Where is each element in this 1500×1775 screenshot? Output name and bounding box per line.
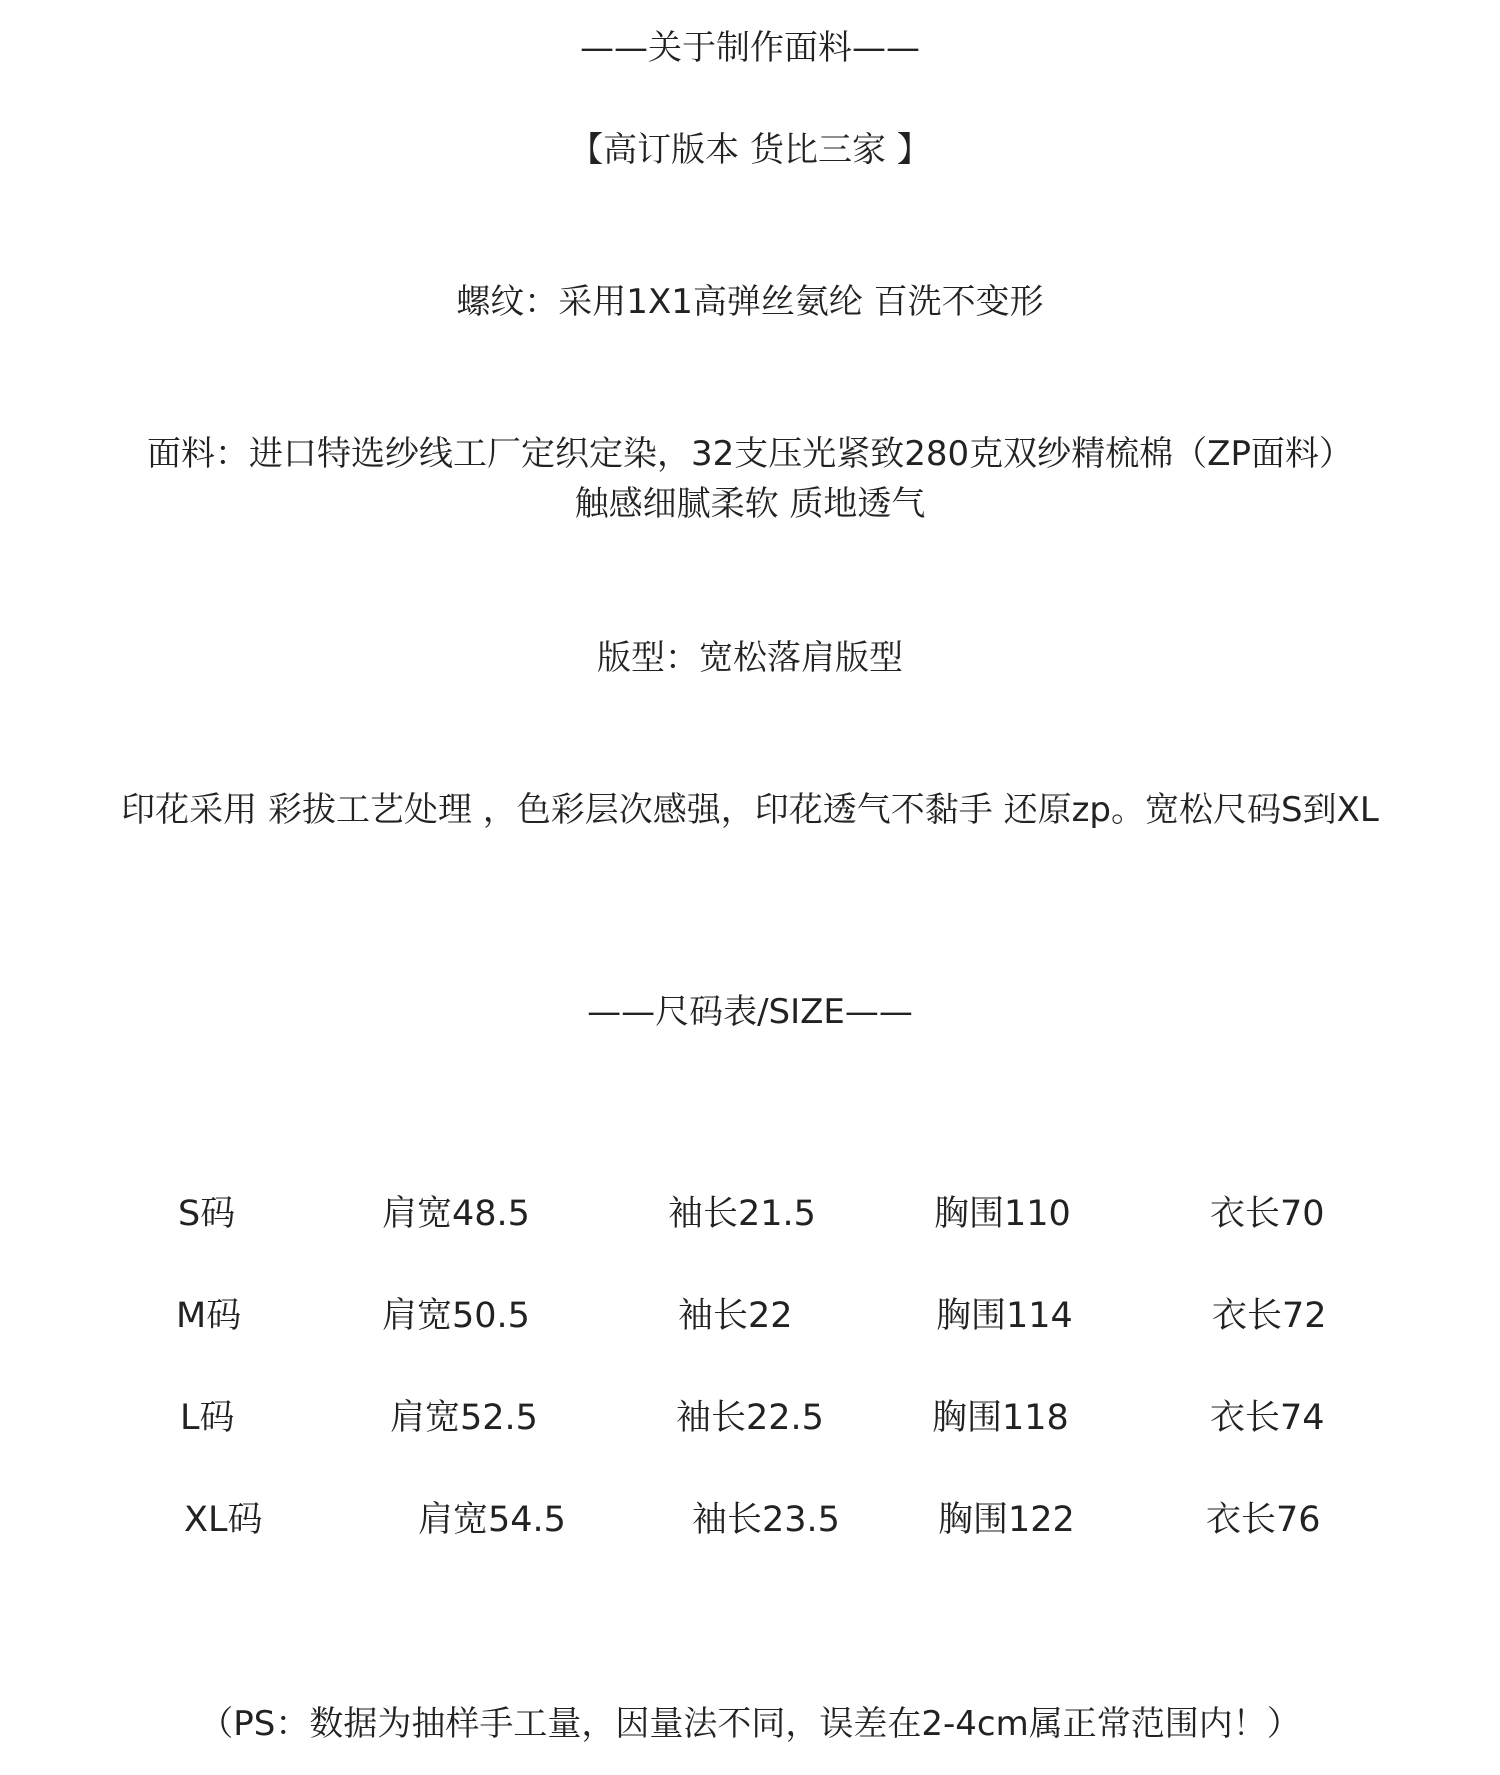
length: 衣长74: [1210, 1398, 1325, 1438]
fabric-description-line2: 触感细腻柔软 质地透气: [574, 484, 926, 524]
sleeve-length: 袖长22: [678, 1296, 793, 1336]
shoulder-width: 肩宽50.5: [382, 1296, 530, 1336]
size-label: L码: [180, 1398, 235, 1438]
fabric-heading: ——关于制作面料——: [580, 28, 920, 68]
fabric-description-line1: 面料：进口特选纱线工厂定织定染，32支压光紧致280克双纱精梳棉（ZP面料）: [147, 434, 1353, 474]
chest: 胸围122: [938, 1500, 1075, 1540]
measurement-note: （PS：数据为抽样手工量，因量法不同，误差在2-4cm属正常范围内！）: [199, 1704, 1301, 1744]
shoulder-width: 肩宽54.5: [418, 1500, 566, 1540]
chest: 胸围110: [934, 1194, 1071, 1234]
length: 衣长76: [1206, 1500, 1321, 1540]
fit-description: 版型：宽松落肩版型: [597, 638, 903, 678]
size-label: S码: [178, 1194, 236, 1234]
sleeve-length: 袖长23.5: [692, 1500, 840, 1540]
version-subtitle: 【高订版本 货比三家 】: [569, 130, 931, 170]
chest: 胸围114: [936, 1296, 1073, 1336]
length: 衣长72: [1212, 1296, 1327, 1336]
shoulder-width: 肩宽52.5: [390, 1398, 538, 1438]
sleeve-length: 袖长22.5: [676, 1398, 824, 1438]
length: 衣长70: [1210, 1194, 1325, 1234]
sleeve-length: 袖长21.5: [668, 1194, 816, 1234]
rib-description: 螺纹：采用1X1高弹丝氨纶 百洗不变形: [456, 282, 1044, 322]
size-heading: ——尺码表/SIZE——: [587, 992, 913, 1032]
print-description: 印花采用 彩拔工艺处理 ，色彩层次感强，印花透气不黏手 还原zp。宽松尺码S到XL: [121, 790, 1379, 830]
size-label: XL码: [184, 1500, 263, 1540]
chest: 胸围118: [932, 1398, 1069, 1438]
size-label: M码: [176, 1296, 242, 1336]
shoulder-width: 肩宽48.5: [382, 1194, 530, 1234]
